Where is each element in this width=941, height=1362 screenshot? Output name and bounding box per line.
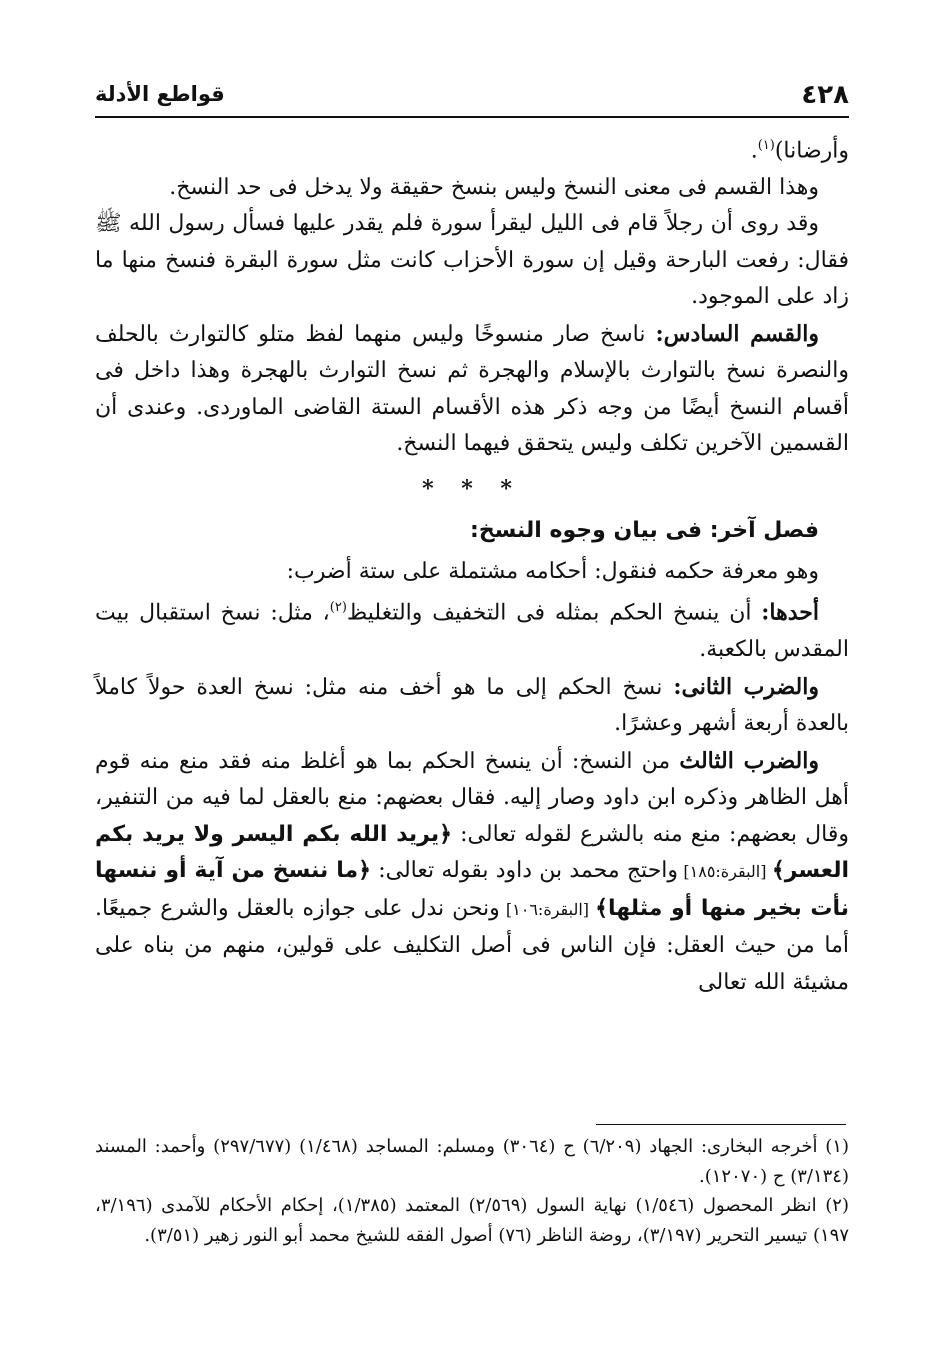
footnote: (٢) انظر المحصول (١/٥٤٦) نهاية السول (٢/٥٦٩) المعتمد (١/٣٨٥)، إحكام الأحكام للآمدى (٣/١٩٦، ١٩٧) تيسير التحرير (٣/١٩٧)، روضة الناظر (٧٦) أصول الفقه للشيخ محمد أبو النور زهير (٣/٥١). bbox=[95, 1195, 849, 1246]
section-separator: * * * bbox=[422, 475, 522, 502]
footnote-rule bbox=[596, 1124, 846, 1125]
paragraph-text: ونحن ندل على جوازه بالعقل والشرع جميعًا. أما من حيث العقل: فإن الناس فى أصل التكليف على قولين، منهم من بناه على مشيئة الله تعالى bbox=[95, 895, 849, 995]
page-number: ٤٢٨ bbox=[801, 80, 849, 110]
paragraph-text: من النسخ: أن ينسخ الحكم بما هو أغلظ منه فقد منع منه قوم أهل الظاهر وذكره ابن داود وصار إليه. فقال بعضهم: منع بالعقل لما فيه من التنفير، وقال بعضهم: منع منه بالشرع لقوله تعالى: bbox=[95, 748, 849, 847]
main-text bbox=[95, 128, 849, 1001]
verse-reference: [البقرة:١٨٥] bbox=[678, 862, 772, 882]
paragraph: وهو معرفة حكمه فنقول: أحكامه مشتملة على ستة أضرب: bbox=[286, 558, 819, 584]
paragraph-text: نسخ الحكم إلى ما هو أخف منه مثل: نسخ العدة حولاً كاملاً بالعدة أربعة أشهر وعشرًا. bbox=[95, 674, 849, 737]
paragraph bbox=[95, 743, 849, 1002]
paragraph-text: ، مثل: نسخ استقبال بيت المقدس بالكعبة. bbox=[95, 600, 849, 663]
footnotes bbox=[95, 1132, 849, 1250]
paragraph bbox=[95, 128, 849, 170]
footnote-marker[interactable]: (١) bbox=[757, 138, 775, 153]
paragraph-label: والقسم السادس: bbox=[655, 320, 819, 347]
paragraph-text: أن ينسخ الحكم بمثله فى التخفيف والتغليظ bbox=[346, 600, 762, 626]
quran-verse: ﴿ما ننسخ من آية أو ننسها نأت بخير منها أو مثلها﴾ bbox=[95, 858, 849, 921]
running-title: قواطع الأدلة bbox=[95, 82, 225, 106]
verse-reference: [البقرة:١٠٦] bbox=[499, 899, 596, 919]
paragraph-label: والضرب الثانى: bbox=[673, 673, 819, 700]
paragraph-label: أحدها: bbox=[761, 599, 819, 626]
paragraph-text: واحتج محمد بن داود بقوله تعالى: bbox=[370, 858, 679, 884]
paragraph: وهذا القسم فى معنى النسخ وليس بنسخ حقيقة ولا يدخل فى حد النسخ. bbox=[169, 174, 819, 200]
paragraph bbox=[95, 316, 849, 463]
quran-verse: ﴿يريد الله بكم اليسر ولا يريد بكم العسر﴾ bbox=[95, 821, 850, 884]
footnote-marker[interactable]: (٢) bbox=[329, 600, 347, 616]
paragraph bbox=[95, 590, 849, 668]
paragraph-text: ناسخ صار منسوخًا وليس منهما لفظ متلو كالتوارث بالحلف والنصرة نسخ بالتوارث بالإسلام والهجرة ثم نسخ التوارث بالهجرة وهذا داخل فى أقسام النسخ أيضًا من وجه ذكر هذه الأقسام الستة القاضى الماوردى. وعندى أن القسمين الآخرين تكلف وليس يتحقق فيهما النسخ. bbox=[95, 321, 849, 457]
paragraph: وقد روى أن رجلاً قام فى الليل ليقرأ سورة فلم يقدر عليها فسأل رسول الله ﷺ فقال: رفعت البارحة وقيل إن سورة الأحزاب كانت مثل سورة البقرة فنسخ منها ما زاد على الموجود. bbox=[95, 211, 849, 310]
section-heading: فصل آخر: فى بيان وجوه النسخ: bbox=[470, 518, 819, 544]
paragraph-label: والضرب الثالث bbox=[679, 747, 820, 774]
header-rule bbox=[95, 116, 849, 118]
paragraph-text: . bbox=[750, 138, 758, 164]
page-header bbox=[95, 72, 849, 118]
footnote: (١) أخرجه البخارى: الجهاد (٦/٢٠٩) ح (٣٠٦٤) ومسلم: المساجد (١/٤٦٨) (٢٩٧/٦٧٧) وأحمد: المسند (٣/١٣٤) ح (١٢٠٧٠). bbox=[95, 1136, 849, 1187]
paragraph bbox=[95, 669, 849, 743]
paragraph-text: وأرضانا) bbox=[774, 138, 849, 164]
